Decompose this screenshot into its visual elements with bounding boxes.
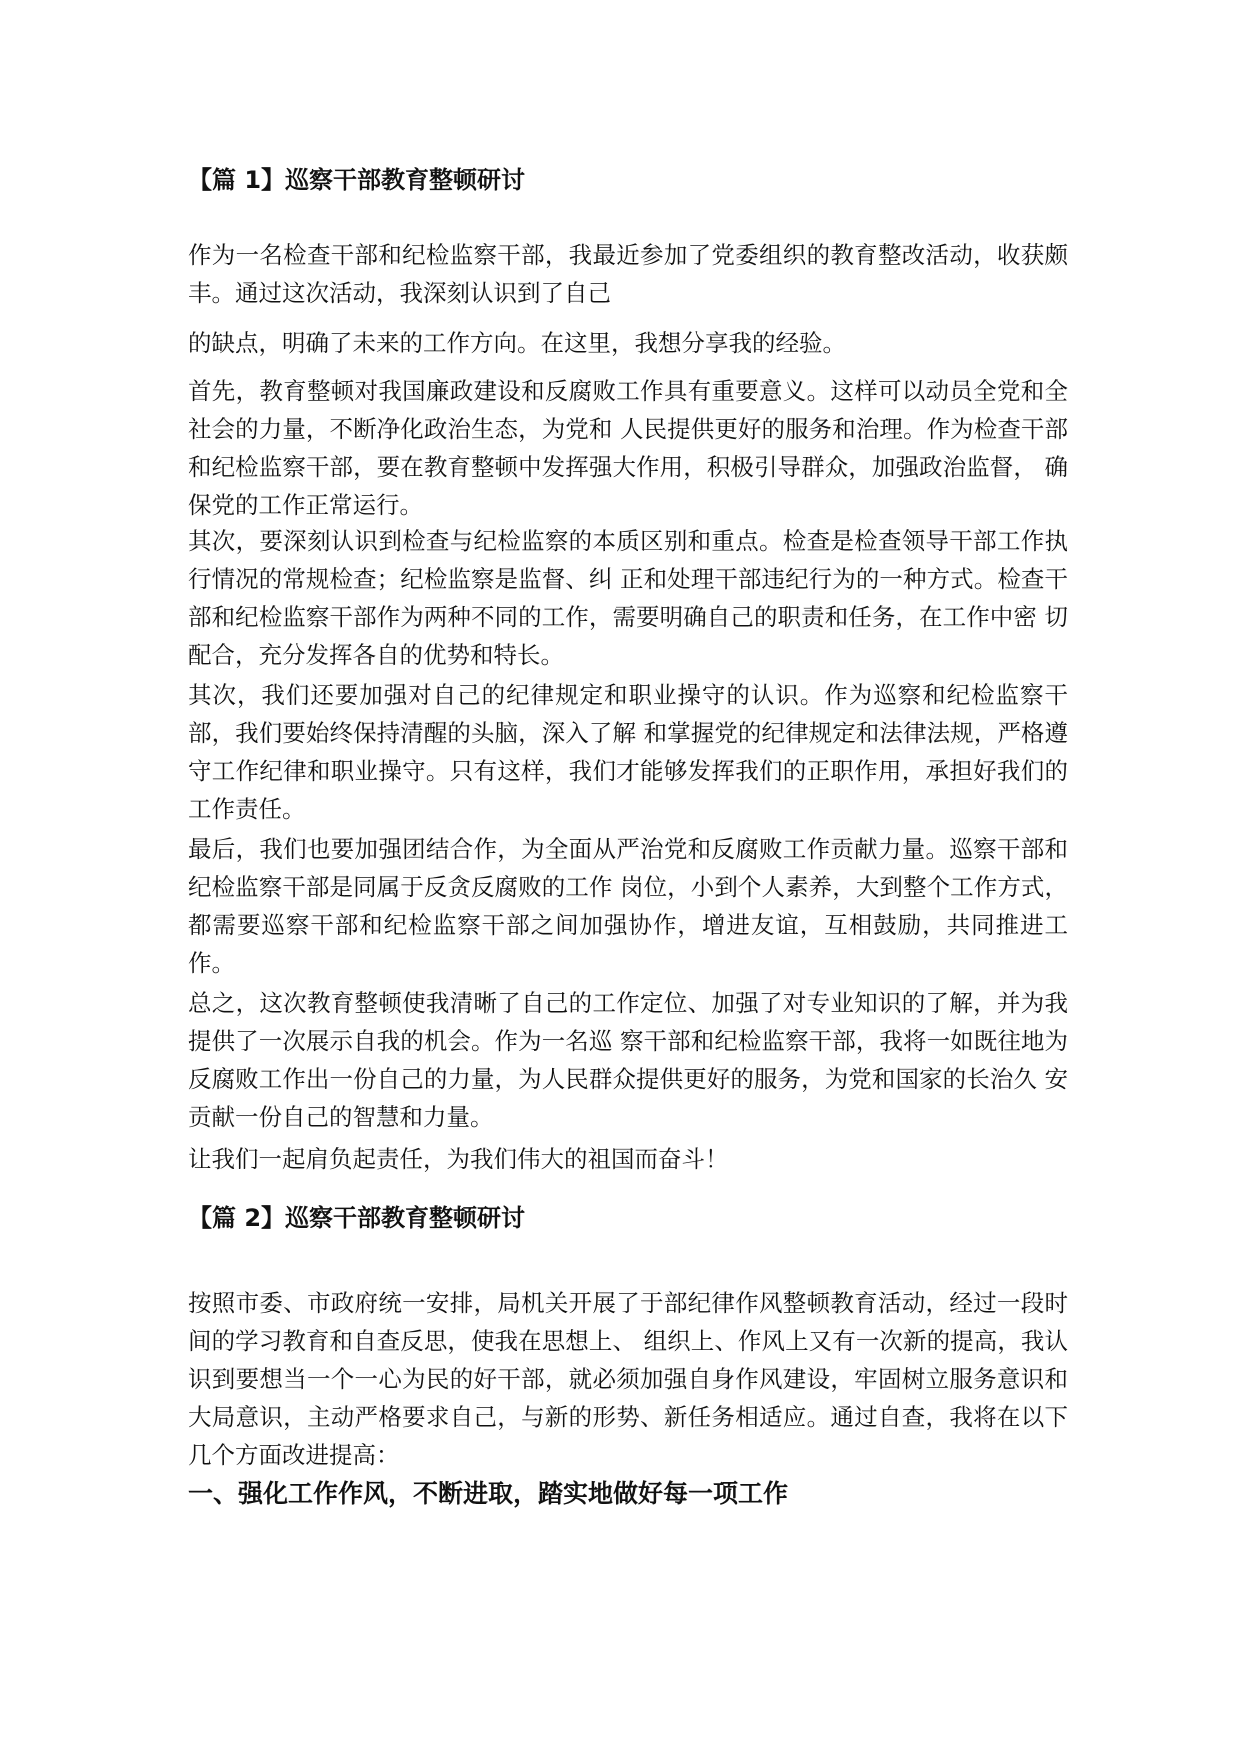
section-1-paragraph-7: 总之，这次教育整顿使我清晰了自己的工作定位、加强了对专业知识的了解，并为我提供了一次展示自我的机会。作为一名巡 察干部和纪检监察干部，我将一如既往地为反腐败工作出一份自己的力量，为人民群众提供更好的服务，为党和国家的长治久 安贡献一份自己的智慧和力量。 — [188, 989, 1068, 1131]
section-1-paragraph-3: 首先，教育整顿对我国廉政建设和反腐败工作具有重要意义。这样可以动员全党和全社会的力量，不断净化政治生态，为党和 人民提供更好的服务和治理。作为检查干部和纪检监察干部，要在教育整顿中发挥强大作用，积极引导群众，加强政治监督， 确保党的工作正常运行。 — [188, 377, 1068, 519]
section-2-title: 【篇 2】巡察干部教育整顿研讨 — [188, 1204, 526, 1232]
section-1-title: 【篇 1】巡察干部教育整顿研讨 — [188, 166, 526, 194]
section-2-subheading: 一、强化工作作风，不断进取，踏实地做好每一项工作 — [188, 1479, 789, 1508]
section-1-paragraph-1: 作为一名检查干部和纪检监察干部，我最近参加了党委组织的教育整改活动，收获颇丰。通过这次活动，我深刻认识到了自己 — [188, 241, 1068, 307]
section-1-paragraph-8: 让我们一起肩负起责任，为我们伟大的祖国而奋斗！ — [188, 1145, 729, 1173]
section-1-paragraph-2: 的缺点，明确了未来的工作方向。在这里，我想分享我的经验。 — [188, 329, 846, 357]
section-1-paragraph-4: 其次，要深刻认识到检查与纪检监察的本质区别和重点。检查是检查领导干部工作执行情况的常规检查；纪检监察是监督、纠 正和处理干部违纪行为的一种方式。检查干部和纪检监察干部作为两种不同的工作，需要明确自己的职责和任务，在工作中密 切配合，充分发挥各自的优势和特长。 — [188, 527, 1068, 669]
section-1-paragraph-5: 其次，我们还要加强对自己的纪律规定和职业操守的认识。作为巡察和纪检监察干部，我们要始终保持清醒的头脑，深入了解 和掌握党的纪律规定和法律法规，严格遵守工作纪律和职业操守。只有这样，我们才能够发挥我们的正职作用，承担好我们的 工作责任。 — [188, 681, 1068, 823]
section-2-paragraph-1: 按照市委、市政府统一安排，局机关开展了于部纪律作风整顿教育活动，经过一段时间的学习教育和自查反思，使我在思想上、 组织上、作风上又有一次新的提高，我认识到要想当一个一心为民的好干部，就必须加强自身作风建设，牢固树立服务意识和 大局意识，主动严格要求自己，与新的形势、新任务相适应。通过自查，我将在以下几个方面改进提高： — [188, 1289, 1068, 1469]
section-1-paragraph-6: 最后，我们也要加强团结合作，为全面从严治党和反腐败工作贡献力量。巡察干部和纪检监察干部是同属于反贪反腐败的工作 岗位，小到个人素养，大到整个工作方式，都需要巡察干部和纪检监察干部之间加强协作，增进友谊，互相鼓励，共同推进工 作。 — [188, 835, 1068, 977]
